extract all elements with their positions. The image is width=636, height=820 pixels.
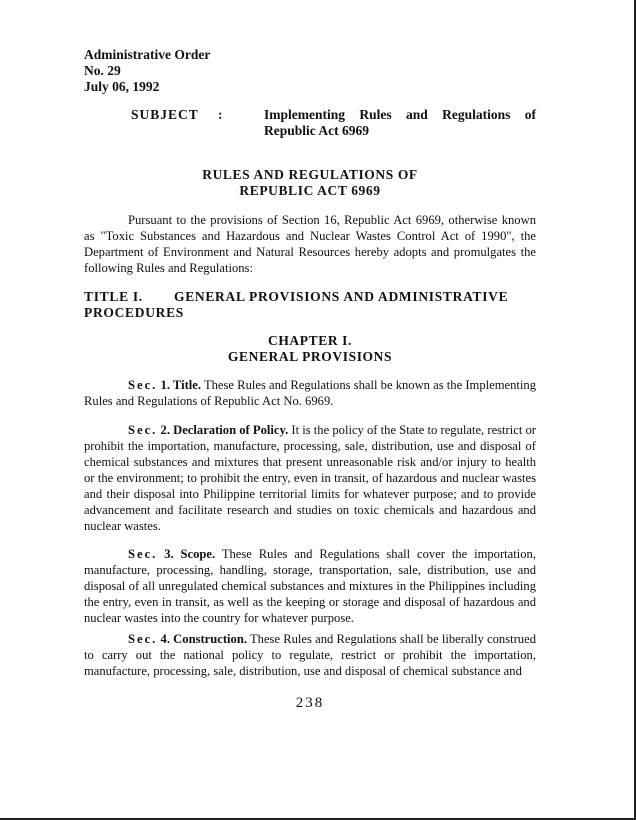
section-2-sec: Sec.: [128, 423, 158, 437]
section-3-heading: 3. Scope.: [164, 547, 216, 561]
chapter-title: GENERAL PROVISIONS: [227, 349, 393, 364]
order-number: No. 29: [84, 63, 121, 78]
order-date: July 06, 1992: [84, 79, 160, 94]
section-1-sec: Sec.: [128, 378, 158, 392]
section-4-sec: Sec.: [128, 632, 158, 646]
subject-colon: :: [218, 107, 223, 122]
order-header: [84, 47, 210, 95]
section-3-sec: Sec.: [128, 547, 158, 561]
section-3-text: These Rules and Regulations shall cover the importation, manufacture, processing, handling, storage, transportation, sale, distribution, use and disposal of all unregulated chemical substances and mixtures in the Philippines including the entry, even in transit, as well as the keeping or storage and disposal of hazardous and nuclear wastes into the country for whatever purpose.: [84, 547, 537, 625]
subject-label: SUBJECT: [131, 107, 199, 122]
document-title: [84, 167, 536, 199]
title-heading: [84, 289, 514, 321]
section-4: [84, 631, 536, 679]
section-2-heading: 2. Declaration of Policy.: [160, 423, 289, 437]
section-2: [84, 422, 536, 534]
chapter-number: CHAPTER I.: [267, 333, 352, 348]
section-4-heading: 4. Construction.: [160, 632, 247, 646]
section-1: [84, 377, 536, 409]
preamble-paragraph: Pursuant to the provisions of Section 16, Republic Act 6969, otherwise known as "Toxic Substances and Hazardous and Nuclear Wastes Control Act of 1990", the Department of Environment and Natural Resources hereby adopts and promulgates the following Rules and Regulations:: [84, 213, 536, 275]
section-1-text: These Rules and Regulations shall be known as the Implementing Rules and Regulations of Republic Act No. 6969.: [84, 378, 536, 408]
page-number: 238: [295, 695, 325, 711]
title-heading-text: GENERAL PROVISIONS AND ADMINISTRATIVE PROCEDURES: [84, 289, 509, 320]
chapter-heading: [84, 333, 536, 365]
document-title-line1: RULES AND REGULATIONS OF: [202, 167, 418, 182]
order-title: Administrative Order: [84, 47, 211, 62]
section-2-text: It is the policy of the State to regulate, restrict or prohibit the importation, manufacture, processing, sale, distribution, use and disposal of chemical substances and mixtures that present unreasonable risk and/or injury to health or the environment; to prohibit the entry, even in transit, of hazardous and nuclear wastes and their disposal into Philippine territorial limits for whatever purpose; and to provide advancement and facilitate research and studies on toxic chemicals and hazardous and nuclear wastes.: [84, 423, 536, 533]
section-1-heading: 1. Title.: [160, 378, 201, 392]
title-heading-number: TITLE I.: [84, 289, 143, 304]
document-title-line2: REPUBLIC ACT 6969: [239, 183, 381, 198]
section-4-text: These Rules and Regulations shall be liberally construed to carry out the national policy to regulate, restrict or prohibit the importation, manufacture, processing, sale, distribution, use and disposal of chemical substance and: [84, 632, 536, 678]
section-3: [84, 546, 536, 626]
subject-text: Implementing Rules and Regulations of Republic Act 6969: [264, 107, 536, 138]
